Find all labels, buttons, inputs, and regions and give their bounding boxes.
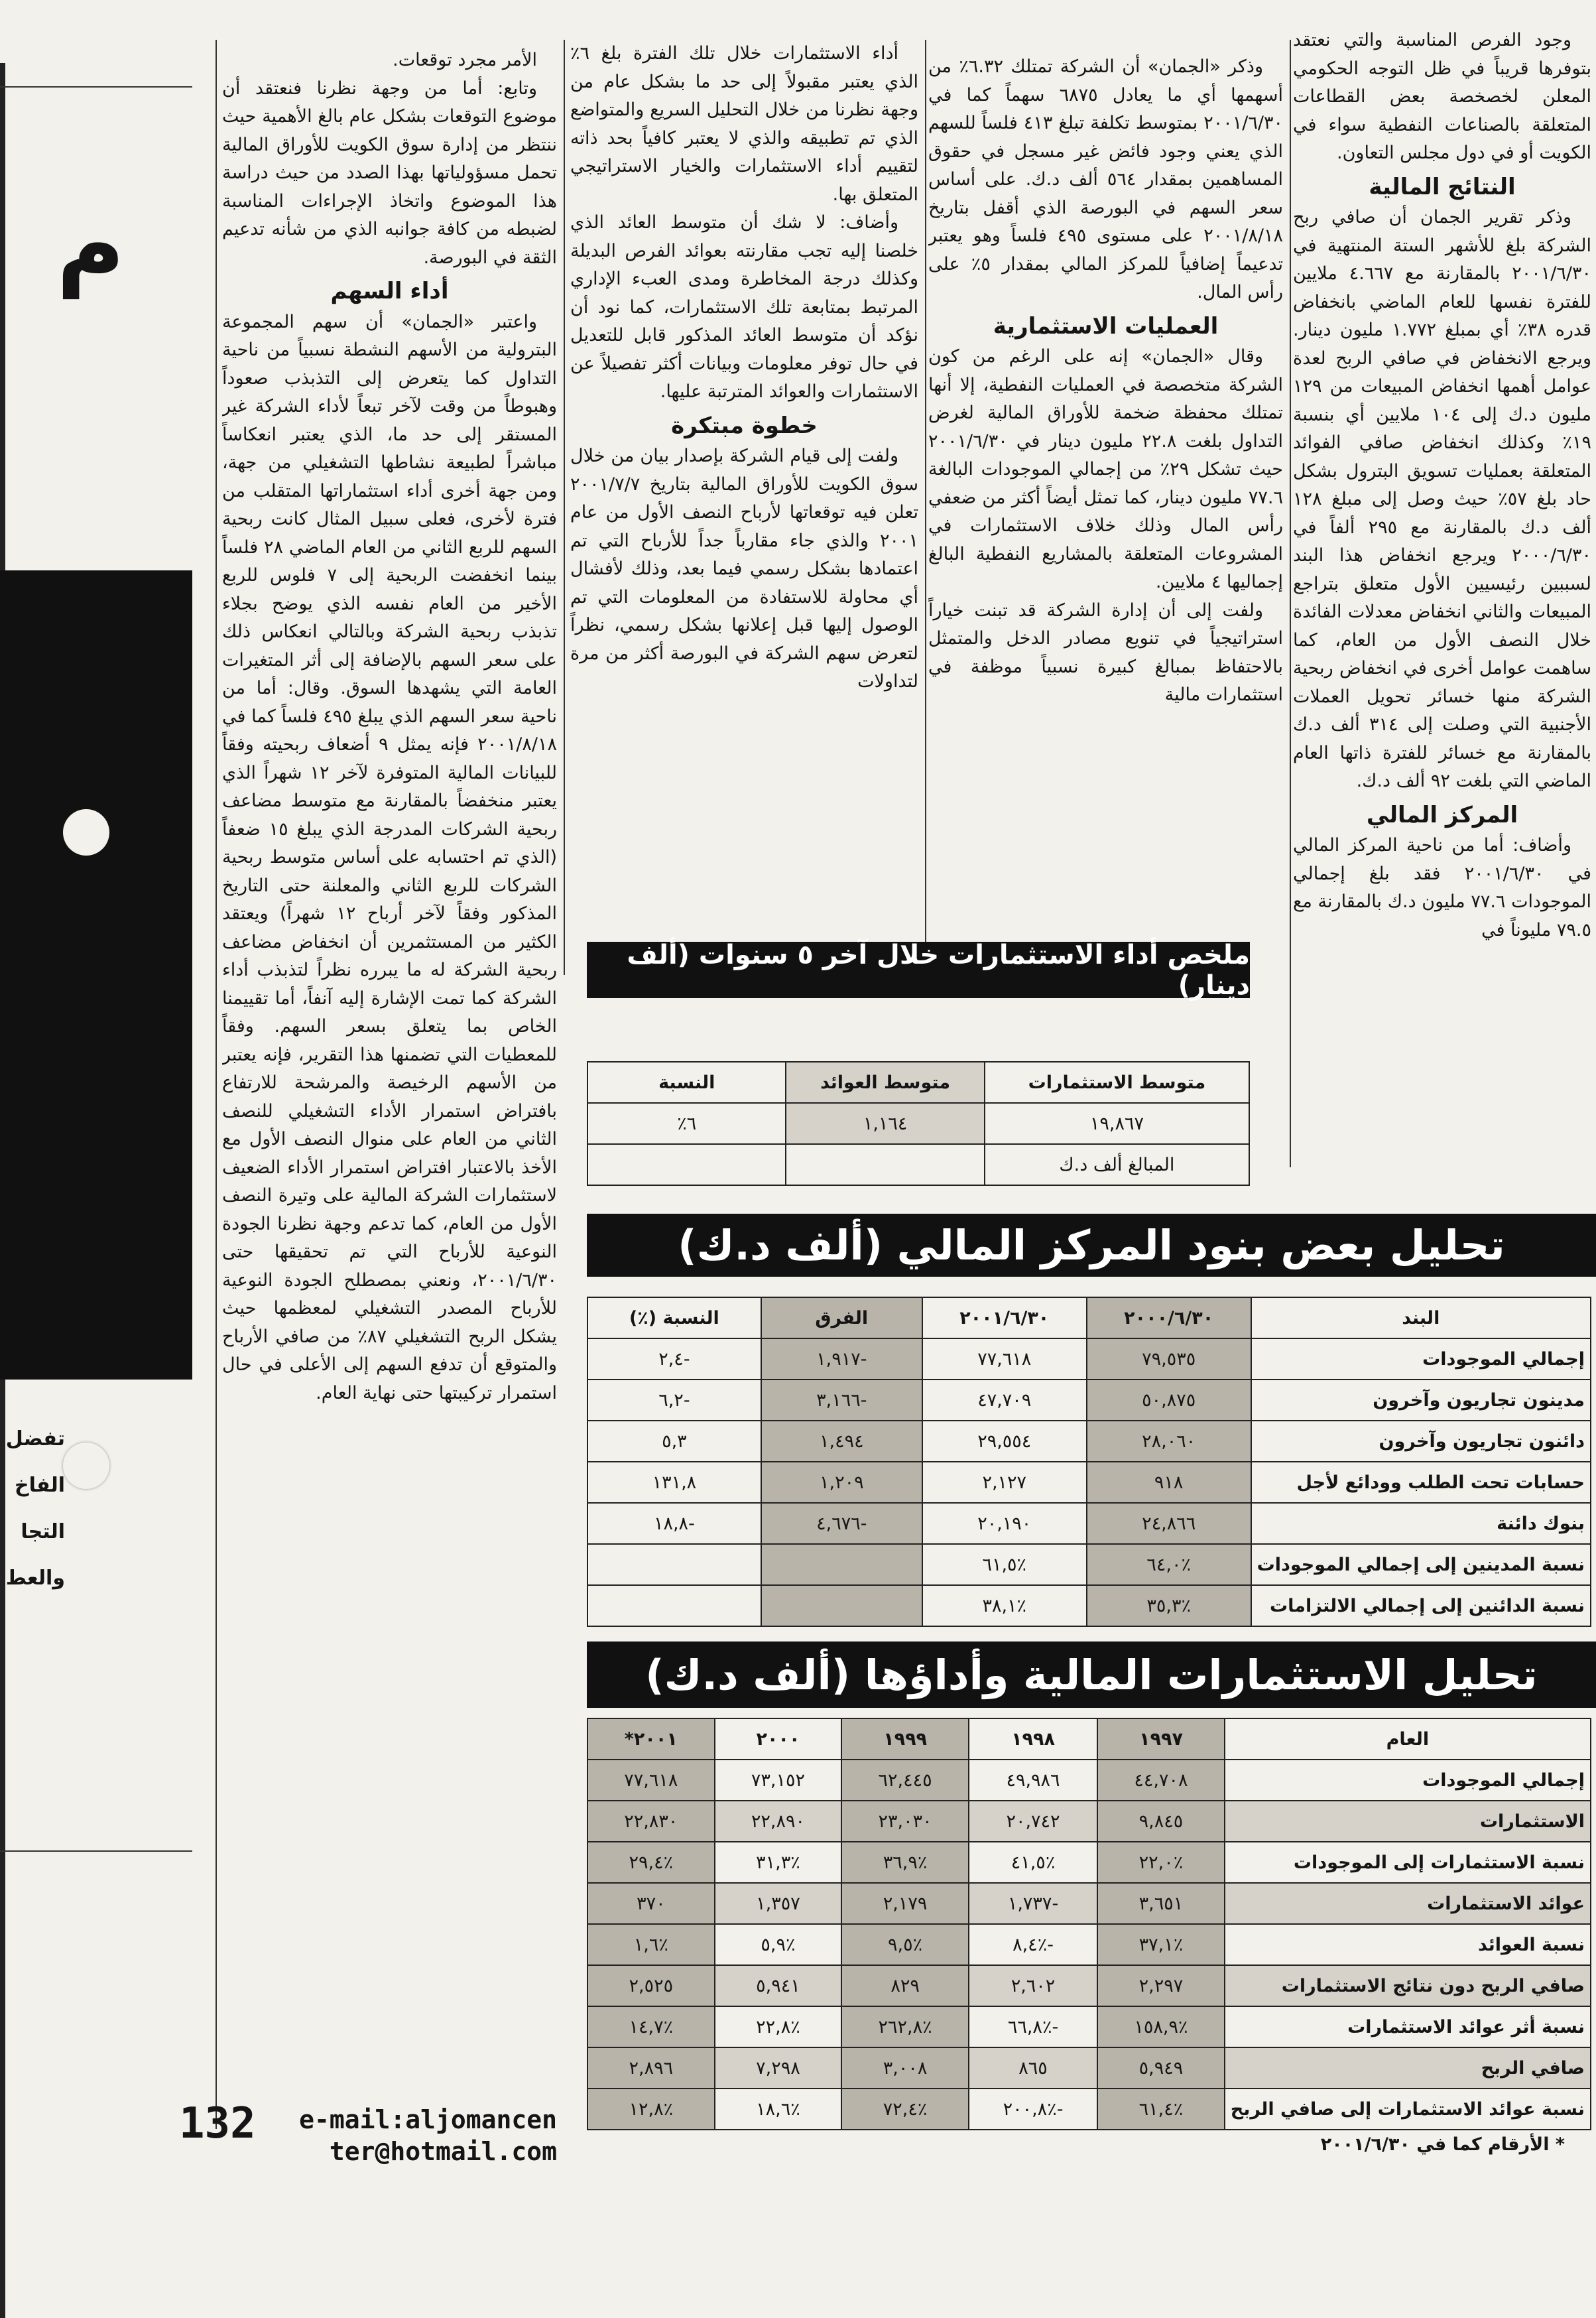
value-cell: -٪٨,٤ [969, 1924, 1097, 1965]
value-cell: -٢,٤ [587, 1338, 761, 1380]
table2-title: تحليل بعض بنود المركز المالي (ألف د.ك) [587, 1214, 1596, 1277]
value-cell: ٪٢٩,٤ [587, 1842, 715, 1883]
row-label-cell: صافي الربح دون نتائج الاستثمارات [1225, 1965, 1591, 2006]
row-label-cell: نسبة الدائنين إلى إجمالي الالتزامات [1251, 1585, 1591, 1626]
page-number: 132 [179, 2099, 256, 2148]
value-cell: ٪٦١,٤ [1097, 2089, 1225, 2130]
table-row [587, 1544, 1591, 1585]
investments-table [587, 1718, 1591, 2155]
value-cell: -٦,٢ [587, 1380, 761, 1421]
value-cell: ٧٩,٥٣٥ [1087, 1338, 1251, 1380]
section-heading: المركز المالي [1366, 801, 1518, 828]
value-cell: -٣,١٦٦ [761, 1380, 922, 1421]
value-cell: ٧٣,١٥٢ [715, 1760, 842, 1801]
value-cell: ٢٤,٨٦٦ [1087, 1503, 1251, 1544]
value-cell: ٣,٠٠٨ [841, 2047, 969, 2089]
value-cell [587, 1544, 761, 1585]
value-cell: ٨٢٩ [841, 1965, 969, 2006]
table-row [587, 1842, 1591, 1883]
email-line: e-mail:aljomancen [299, 2105, 557, 2134]
paragraph: الأمر مجرد توقعات. [393, 50, 537, 70]
value-cell: ٪٣٦,٩ [841, 1842, 969, 1883]
section-heading: أداء السهم [330, 278, 449, 304]
table-row [587, 1924, 1591, 1965]
row-label-cell: صافي الربح [1225, 2047, 1591, 2089]
value-cell: ٪١,٦ [587, 1924, 715, 1965]
strip-black-block [0, 570, 192, 1380]
financial-position-table [587, 1297, 1591, 1627]
column-rule [564, 40, 565, 975]
table-row [587, 2047, 1591, 2089]
punch-hole-top [63, 809, 109, 856]
header-cell: النسبة (٪) [587, 1297, 761, 1338]
financial-position-grid [587, 1297, 1591, 1627]
value-cell: -٤,٦٧٦ [761, 1503, 922, 1544]
value-cell: ٪٤١,٥ [969, 1842, 1097, 1883]
contact-email [222, 2104, 557, 2167]
empty-cell [786, 1144, 984, 1185]
value-cell: ٢,١٢٧ [922, 1462, 1087, 1503]
header-cell: ٢٠٠١* [587, 1718, 715, 1760]
table3-title: تحليل الاستثمارات المالية وأداؤها (ألف د.ك) [587, 1642, 1596, 1708]
value-cell: ٩,٨٤٥ [1097, 1801, 1225, 1842]
strip-words [5, 1416, 65, 1602]
row-label-cell: نسبة المدينين إلى إجمالي الموجودات [1251, 1544, 1591, 1585]
paragraph: وجود الفرص المناسبة والتي نعتقد بتوفرها قريباً في ظل التوجه الحكومي المعلن لخصخصة بعض القطاعات المتعلقة بالصناعات النفطية سواء في الكويت أو في دول مجلس التعاون. [1293, 30, 1591, 163]
row-label-cell: نسبة أثر عوائد الاستثمارات [1225, 2006, 1591, 2047]
value-cell: -٪٢٠٠,٨ [969, 2089, 1097, 2130]
value-cell: ٨٦٥ [969, 2047, 1097, 2089]
value-cell: ١,٣٥٧ [715, 1883, 842, 1924]
value-cell: ٪١٨,٦ [715, 2089, 842, 2130]
value-cell: ٤٩,٩٨٦ [969, 1760, 1097, 1801]
row-label-cell: الاستثمارات [1225, 1801, 1591, 1842]
paragraph: وذكر «الجمان» أن الشركة تمتلك ٦.٣٢٪ من أسهمها أي ما يعادل ٦٨٧٥ سهماً كما في ٢٠٠١/٦/٣٠ بمتوسط تكلفة تبلغ ٤١٣ فلساً للسهم الذي يعني وجود فائض غير مسجل في حقوق المساهمين بمقدار ٥٦٤ ألف د.ك. على أساس سعر السهم في البورصة الذي أقفل بتاريخ ٢٠٠١/٨/١٨ على مستوى ٤٩٥ فلساً وهو يعتبر تدعيماً إضافياً للمركز المالي بمقدار ٥٪ على رأس المال. [928, 56, 1283, 302]
header-cell: متوسط الاستثمارات [985, 1062, 1249, 1103]
value-cell: ٧٧,٦١٨ [922, 1338, 1087, 1380]
value-cell: ٩١٨ [1087, 1462, 1251, 1503]
table-row [587, 1585, 1591, 1626]
value-cell: ٥٠,٨٧٥ [1087, 1380, 1251, 1421]
header-cell: ٢٠٠٠ [715, 1718, 842, 1760]
table-row [587, 1380, 1591, 1421]
note-cell: المبالغ ألف د.ك [985, 1144, 1249, 1185]
paragraph: وأضاف: لا شك أن متوسط العائد الذي خلصنا إليه تجب مقارنته بعوائد الفرص البديلة وكذلك درجة المخاطرة ومدى العبء الإداري المرتبط بمتابعة تلك الاستثمارات، كما نود أن نؤكد أن متوسط العائد المذكور قابل للتعديل في حال توفر معلومات وبيانات أكثر تفصيلاً عن الاستثمارات والعوائد المترتبة عليها. [570, 212, 918, 402]
article-column-1 [1293, 27, 1591, 1127]
value-cell: ٪٢٦٢,٨ [841, 2006, 969, 2047]
strip-word: تفضل [5, 1427, 65, 1450]
strip-top-rule [0, 86, 192, 88]
value-cell: ٧,٢٩٨ [715, 2047, 842, 2089]
table-row [587, 1421, 1591, 1462]
table-row [587, 2006, 1591, 2047]
value-cell: ٣,٦٥١ [1097, 1883, 1225, 1924]
header-cell: البند [1251, 1297, 1591, 1338]
value-cell: ٢٠,٧٤٢ [969, 1801, 1097, 1842]
value-cell: -١٨,٨ [587, 1503, 761, 1544]
value-cell: ٪٧٢,٤ [841, 2089, 969, 2130]
table-row [587, 1965, 1591, 2006]
value-cell: ٤٧,٧٠٩ [922, 1380, 1087, 1421]
table-row [587, 1883, 1591, 1924]
paragraph: وذكر تقرير الجمان أن صافي ربح الشركة بلغ للأشهر الستة المنتهية في ٢٠٠١/٦/٣٠ بالمقارنة مع ٤.٦٦٧ ملايين للفترة نفسها للعام الماضي بانخفاض قدره ٣٨٪ أي بمبلغ ١.٧٧٢ مليون دينار. ويرجع الانخفاض في صافي الربح لعدة عوامل أهمها انخفاض المبيعات من ١٢٩ مليون د.ك إلى ١٠٤ ملايين أي بنسبة ١٩٪ وكذلك انخفاض صافي الفوائد المتعلقة بعمليات تسويق البترول بشكل حاد بلغ ٥٧٪ حيث وصل إلى مبلغ ١٢٨ ألف د.ك بالمقارنة مع ٢٩٥ ألفاً في ٢٠٠٠/٦/٣٠ ويرجع انخفاض هذا البند لسببين رئيسيين الأول متعلق بتراجع المبيعات والثاني انخفاض معدلات الفائدة خلال النصف الأول من العام، كما ساهمت عوامل أخرى في انخفاض ربحية الشركة منها خسائر تحويل العملات الأجنبية التي وصلت إلى ٣١٤ ألف د.ك بالمقارنة مع خسائر للفترة ذاتها العام الماضي التي بلغت ٩٢ ألف د.ك. [1293, 207, 1591, 791]
value-cell: -١,٧٣٧ [969, 1883, 1097, 1924]
value-cell: ٪٦٤,٠ [1087, 1544, 1251, 1585]
summary-table [587, 1061, 1250, 1186]
header-cell: ٢٠٠٠/٦/٣٠ [1087, 1297, 1251, 1338]
column-rule [215, 40, 217, 2129]
paragraph: ولفت إلى قيام الشركة بإصدار بيان من خلال سوق الكويت للأوراق المالية بتاريخ ٢٠٠١/٧/٧ تعلن فيه توقعاتها لأرباح النصف الأول من عام ٢٠٠١ والذي جاء مقارباً جداً للأرباح التي تم اعتمادها بشكل رسمي فيما بعد، وذلك لأفشال أي محاولة للاستفادة من المعلومات التي تم الوصول إليها قبل إعلانها بشكل رسمي، نظراً لتعرض سهم الشركة في البورصة أكثر من مرة لتداولات [570, 446, 918, 692]
empty-cell [587, 1144, 786, 1185]
value-cell: ٪٣٥,٣ [1087, 1585, 1251, 1626]
table1-title: ملخص أداء الاستثمارات خلال آخر ٥ سنوات (ألف دينار) [587, 942, 1250, 998]
table3-footnote: * الأرقام كما في ٢٠٠١/٦/٣٠ [1320, 2134, 1565, 2155]
value-cell [761, 1544, 922, 1585]
value-cell: ٧٧,٦١٨ [587, 1760, 715, 1801]
paragraph: أداء الاستثمارات خلال تلك الفترة بلغ ٦٪ الذي يعتبر مقبولاً إلى حد ما بشكل عام من وجهة نظرنا من خلال التحليل السريع والمتواضع الذي تم تطبيقه والذي لا يعتبر كافياً بحد ذاته لتقييم أداء الاستثمارات والخيار الاستراتيجي المتعلق بها. [570, 43, 918, 205]
value-cell: ٢٢,٨٣٠ [587, 1801, 715, 1842]
row-label-cell: إجمالي الموجودات [1251, 1338, 1591, 1380]
value-cell: ٢٩,٥٥٤ [922, 1421, 1087, 1462]
row-label-cell: بنوك دائنة [1251, 1503, 1591, 1544]
table-row [587, 1503, 1591, 1544]
value-cell: ٪١٢,٨ [587, 2089, 715, 2130]
row-label-cell: حسابات تحت الطلب وودائع لأجل [1251, 1462, 1591, 1503]
section-heading: العمليات الاستثمارية [993, 312, 1219, 340]
strip-word: والعط [5, 1567, 65, 1590]
value-cell: ٪٦١,٥ [922, 1544, 1087, 1585]
section-heading: النتائج المالية [1369, 173, 1516, 200]
table-row [587, 2089, 1591, 2130]
column-rule [1290, 40, 1291, 1167]
paragraph: وأضاف: أما من ناحية المركز المالي في ٢٠٠١/٦/٣٠ فقد بلغ إجمالي الموجودات ٧٧.٦ مليون د.ك بالمقارنة مع ٧٩.٥ مليوناً في [1293, 835, 1591, 940]
email-line: ter@hotmail.com [329, 2137, 557, 2166]
header-cell: النسبة [587, 1062, 786, 1103]
value-cell: ٢٠,١٩٠ [922, 1503, 1087, 1544]
value-cell: ٦٪ [587, 1103, 786, 1144]
value-cell: ٢٣,٠٣٠ [841, 1801, 969, 1842]
section-heading: خطوة مبتكرة [671, 412, 818, 439]
value-cell: ٪١٥٨,٩ [1097, 2006, 1225, 2047]
row-label-cell: نسبة عوائد الاستثمارات إلى صافي الربح [1225, 2089, 1591, 2130]
header-cell: العام [1225, 1718, 1591, 1760]
value-cell: ٣٧٠ [587, 1883, 715, 1924]
investments-grid [587, 1718, 1591, 2130]
column-rule [925, 40, 926, 975]
value-cell: ١,٤٩٤ [761, 1421, 922, 1462]
value-cell: ٪٢٢,٠ [1097, 1842, 1225, 1883]
value-cell: ٥,٩٤٩ [1097, 2047, 1225, 2089]
strip-bottom-rule [0, 1850, 192, 1852]
table-row [587, 1462, 1591, 1503]
table-row [587, 1338, 1591, 1380]
paragraph: وقال «الجمان» إنه على الرغم من كون الشركة متخصصة في العمليات النفطية، إلا أنها تمتلك محفظة ضخمة للأوراق المالية لغرض التداول بلغت ٢٢.٨ مليون دينار في ٢٠٠١/٦/٣٠ حيث تشكل ٢٩٪ من إجمالي الموجودات البالغة ٧٧.٦ مليون دينار، كما تمثل أيضاً أكثر من ضعفي رأس المال وذلك خلاف الاستثمارات في المشروعات المتعلقة بالمشاريع النفطية البالغ إجماليها ٤ ملايين. [928, 346, 1283, 592]
summary-grid [587, 1061, 1250, 1186]
value-cell: ٥,٣ [587, 1421, 761, 1462]
header-cell: متوسط العوائد [786, 1062, 984, 1103]
value-cell [587, 1585, 761, 1626]
value-cell: ٪٣٧,١ [1097, 1924, 1225, 1965]
table-row [587, 1760, 1591, 1801]
row-label-cell: نسبة العوائد [1225, 1924, 1591, 1965]
value-cell: ٪١٤,٧ [587, 2006, 715, 2047]
value-cell: ٪٥,٩ [715, 1924, 842, 1965]
row-label-cell: مدينون تجاريون وآخرون [1251, 1380, 1591, 1421]
row-label-cell: عوائد الاستثمارات [1225, 1883, 1591, 1924]
value-cell: ٢٨,٠٦٠ [1087, 1421, 1251, 1462]
paragraph: وتابع: أما من وجهة نظرنا فنعتقد أن موضوع التوقعات بشكل عام بالغ الأهمية حيث ننتظر من إدارة سوق الكويت للأوراق المالية تحمل مسؤولياتها بهذا الصدد من حيث دراسة هذا الموضوع واتخاذ الإجراءات المناسبة لضبطه من كافة جوانبه الذي من شأنه تدعيم الثقة في البورصة. [222, 78, 557, 268]
strip-word: التجا [21, 1520, 65, 1543]
punch-hole-bottom [63, 1443, 109, 1489]
strip-word: الفاخ [14, 1474, 65, 1497]
value-cell: ٢,٢٩٧ [1097, 1965, 1225, 2006]
value-cell: ٢,٦٠٢ [969, 1965, 1097, 2006]
row-label-cell: دائنون تجاريون وآخرون [1251, 1421, 1591, 1462]
row-label-cell: إجمالي الموجودات [1225, 1760, 1591, 1801]
article-column-2 [928, 53, 1283, 935]
value-cell: ١٩,٨٦٧ [985, 1103, 1249, 1144]
header-cell: ١٩٩٨ [969, 1718, 1097, 1760]
value-cell: ١٣١,٨ [587, 1462, 761, 1503]
header-cell: الفرق [761, 1297, 922, 1338]
value-cell: ١,١٦٤ [786, 1103, 984, 1144]
value-cell: ٪٢٢,٨ [715, 2006, 842, 2047]
paragraph: واعتبر «الجمان» أن سهم المجموعة البترولية من الأسهم النشطة نسبياً من ناحية التداول كما يتعرض إلى التذبذب صعوداً وهبوطاً من وقت لآخر تبعاً لأداء الشركة غير المستقر إلى حد ما، الذي يعتبر انعكاساً مباشراً لطبيعة نشاطها التشغيلي من جهة، ومن جهة أخرى أداء استثماراتها المتقلب من فترة لأخرى، فعلى سبيل المثال كانت ربحية السهم للربع الثاني من العام الماضي ٢٨ فلساً بينما انخفضت الربحية إلى ٧ فلوس للربع الأخير من العام نفسه الذي يوضح بجلاء تذبذب ربحية الشركة وبالتالي انعكاس ذلك على سعر السهم بالإضافة إلى أثر المتغيرات العامة التي يشهدها السوق. وقال: أما من ناحية سعر السهم الذي يبلغ ٤٩٥ فلساً كما في ٢٠٠١/٨/١٨ فإنه يمثل ٩ أضعاف ربحيته وفقاً للبيانات المالية المتوفرة لآخر ١٢ شهراً الذي يعتبر منخفضاً بالمقارنة مع متوسط مضاعف ربحية الشركات المدرجة الذي يبلغ ١٥ ضعفاً (الذي تم احتسابه على أساس متوسط ربحية الشركات للربع الثاني والمعلنة حتى التاريخ المذكور وفقاً لآخر أرباح ١٢ شهراً) ويعتقد الكثير من المستثمرين أن انخفاض مضاعف ربحية الشركة له ما يبرره نظراً لتذبذب أداء الشركة كما تمت الإشارة إليه آنفاً، أما تقييمنا الخاص بما يتعلق بسعر السهم. وفقاً للمعطيات التي تضمنها هذا التقرير، فإنه يعتبر من الأسهم الرخيصة والمرشحة للارتفاع بافتراض استمرار الأداء التشغيلي للنصف الثاني من العام على منوال النصف الأول مع الأخذ بالاعتبار افتراض استمرار الأداء الضعيف لاستثمارات الشركة المالية على وتيرة النصف الأول من العام، كما تدعم وجهة نظرنا الجودة النوعية للأرباح التي تم تحقيقها حتى ٢٠٠١/٦/٣٠، ونعني بمصطلح الجودة النوعية للأرباح المصدر التشغيلي لمعظمها حيث يشكل الربح التشغيلي ٨٧٪ من صافي الأرباح والمتوقع أن تدفع السهم إلى الأعلى في حال استمرار تركيبتها حتى نهاية العام. [222, 311, 557, 1403]
article-column-4 [222, 46, 557, 2136]
value-cell [761, 1585, 922, 1626]
adjacent-page-strip [0, 0, 192, 2317]
value-cell: ٢٢,٨٩٠ [715, 1801, 842, 1842]
value-cell: ٦٢,٤٤٥ [841, 1760, 969, 1801]
header-cell: ٢٠٠١/٦/٣٠ [922, 1297, 1087, 1338]
value-cell: ٤٤,٧٠٨ [1097, 1760, 1225, 1801]
header-cell: ١٩٩٩ [841, 1718, 969, 1760]
value-cell: ٪٣٨,١ [922, 1585, 1087, 1626]
value-cell: -٪٦٦,٨ [969, 2006, 1097, 2047]
paragraph: ولفت إلى أن إدارة الشركة قد تبنت خياراً استراتيجياً في تنويع مصادر الدخل والمتمثل بالاحتفاظ بمبالغ كبيرة نسبياً موظفة في استثمارات مالية [928, 600, 1283, 705]
value-cell: ٪٣١,٣ [715, 1842, 842, 1883]
header-cell: ١٩٩٧ [1097, 1718, 1225, 1760]
value-cell: ٪٩,٥ [841, 1924, 969, 1965]
strip-letter: م [56, 191, 125, 299]
table-row [587, 1801, 1591, 1842]
article-column-3 [570, 40, 918, 935]
value-cell: ٥,٩٤١ [715, 1965, 842, 2006]
value-cell: ٢,٥٢٥ [587, 1965, 715, 2006]
value-cell: -١,٩١٧ [761, 1338, 922, 1380]
value-cell: ١,٢٠٩ [761, 1462, 922, 1503]
row-label-cell: نسبة الاستثمارات إلى الموجودات [1225, 1842, 1591, 1883]
value-cell: ٢,٨٩٦ [587, 2047, 715, 2089]
value-cell: ٢,١٧٩ [841, 1883, 969, 1924]
